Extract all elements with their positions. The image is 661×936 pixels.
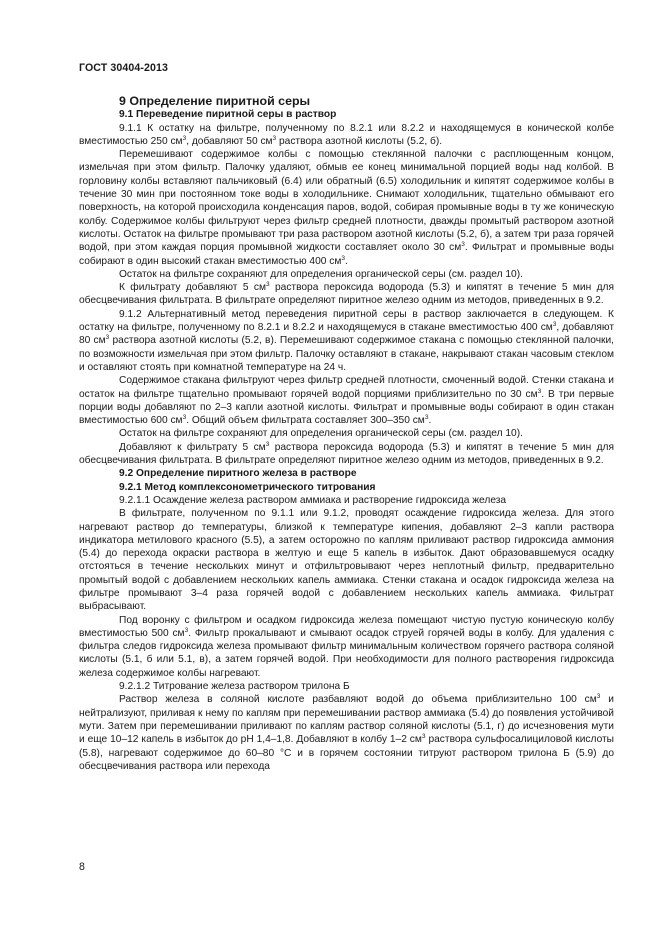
paragraph-wash: Перемешивают содержимое колбы с помощью стеклянной палочки с расплющенным концом, измельчая при этом фильтр. Палочку удаляют, обмыв ее конец минимальной порцией воды над колбой. В горловину колбы вставляют пальчиковый (6.4) или обратный (6.5) холодильник и кипятят содержимое колбы в течение 30 мин при постоянном токе воды в холодильнике. Снимают холодильник, тщательно обмывают его поверхность, на которой происходила конденсация паров, водой, собирая промывные воды в ту же коническую колбу. Содержимое колбы фильтруют через фильтр средней плотности, дважды промытый раствором азотной кислоты. Остаток на фильтре промывают три раза раствором азотной кислоты (5.2, б), а затем три раза горячей водой, при этом каждая порция промывной жидкости составляет около 30 $см^3$. Фильтрат и промывные воды собирают в один высокий стакан вместимостью 400 $см^3$. [79,149,614,267]
paragraph-beaker: Содержимое стакана фильтруют через фильтр средней плотности, смоченный водой. Стенки стакана и остаток на фильтре тщательно промывают горячей водой порциями приблизительно по 30 $см^3$. В три первые порции воды добавляют по 2–3 капли азотной кислоты. Фильтрат и промывные воды собирают в один стакан вместимостью 600 $см^3$. Общий объем фильтрата составляет 300–350 $см^3$. [79,375,614,427]
subsection-9-1-title: 9.1 Переведение пиритной серы в раствор [119,109,337,121]
paragraph-filtrate-1: К фильтрату добавляют 5 $см^3$ раствора пероксида водорода (5.3) и кипятят в течение 5 мин для обесцвечивания фильтрата. В фильтрате определяют пиритное железо одним из методов, приведенных в 9.2. [79,281,614,307]
paragraph-9-1-1: 9.1.1 К остатку на фильтре, полученному по 8.2.1 или 8.2.2 и находящемуся в конической колбе вместимостью 250 $см^3$, добавляют 50 $см^3$ раствора азотной кислоты (5.2, б). [79,122,614,147]
paragraph-residue-2: Остаток на фильтре сохраняют для определения органической серы (см. раздел 10). [119,428,523,440]
paragraph-precipitation: В фильтрате, полученном по 9.1.1 или 9.1.2, проводят осаждение гидроксида железа. Для этого нагревают раствор до температуры, близкой к температуре кипения, добавляют 2–3 капли раствора индикатора метилового красного (5.5), а затем осторожно по каплям приливают раствор гидроксида аммония (5.4) до перехода окраски раствора в желтую и еще 5 капель в избыток. Дают образовавшемуся осадку отстояться в течение нескольких минут и отфильтровывают через неплотный фильтр, предварительно промытый водой с добавлением нескольких капель аммиака. Стенки стакана и осадок гидроксида железа на фильтре промывают 3–4 раза горячей водой с добавлением нескольких капель аммиака. Фильтрат выбрасывают. [79,508,614,613]
paragraph-residue-1: Остаток на фильтре сохраняют для определения органической серы (см. раздел 10). [119,268,523,280]
subsection-9-2-title: 9.2 Определение пиритного железа в растворе [119,468,357,480]
page-number: 8 [79,861,85,873]
subsection-9-2-1-2-title: 9.2.1.2 Титрование железа раствором трилона Б [119,681,350,693]
section-title: 9 Определение пиритной серы [119,94,311,108]
document-body [79,95,614,773]
paragraph-funnel: Под воронку с фильтром и осадком гидроксида железа помещают чистую пустую коническую колбу вместимостью 500 $см^3$. Фильтр прокалывают и смывают осадок струей горячей воды в колбу. Для удаления с фильтра следов гидроксида железа промывают фильтр минимальным количеством горячего раствора соляной кислоты (5.1, б или 5.1, в), а затем горячей водой. При необходимости для полного растворения гидроксида железа содержимое колбы нагревают. [79,614,614,679]
subsection-9-2-1-1-title: 9.2.1.1 Осаждение железа раствором аммиака и растворение гидроксида железа [119,494,507,506]
subsection-9-2-1-title: 9.2.1 Метод комплексонометрического титрования [119,481,376,493]
document-header: ГОСТ 30404-2013 [79,62,168,74]
paragraph-9-1-2: 9.1.2 Альтернативный метод переведения пиритной серы в раствор заключается в следующем. К остатку на фильтре, полученному по 8.2.1 и 8.2.2 и находящемуся в стакане вместимостью 400 $см^3$, добавляют 80 $см^3$ раствора азотной кислоты (5.2, в). Перемешивают содержимое стакана с помощью стеклянной палочки, по возможности измельчая при этом фильтр. Палочку оставляют в стакане, накрывают стакан часовым стеклом и оставляют стоять при комнатной температуре на 24 ч. [79,308,614,373]
paragraph-titration: Раствор железа в соляной кислоте разбавляют водой до объема приблизительно 100 $см^3$ и нейтрализуют, приливая к нему по каплям при перемешивании раствор аммиака (5.4) до появления устойчивой мути. Затем при перемешивании приливают по каплям раствор соляной кислоты (5.1, г) до исчезновения мути и еще 10–12 капель в избыток до рН 1,4–1,8. Добавляют в колбу 1–2 $см^3$ раствора сульфосалициловой кислоты (5.8), нагревают содержимое до 60–80 °С и в горячем состоянии титруют раствором трилона Б (5.9) до обесцвечивания раствора или перехода [79,693,615,772]
paragraph-filtrate-2: Добавляют к фильтрату 5 $см^3$ раствора пероксида водорода (5.3) и кипятят в течение 5 мин для обесцвечивания фильтрата. В фильтрате определяют пиритное железо одним из методов, приведенных в 9.2. [79,440,614,467]
